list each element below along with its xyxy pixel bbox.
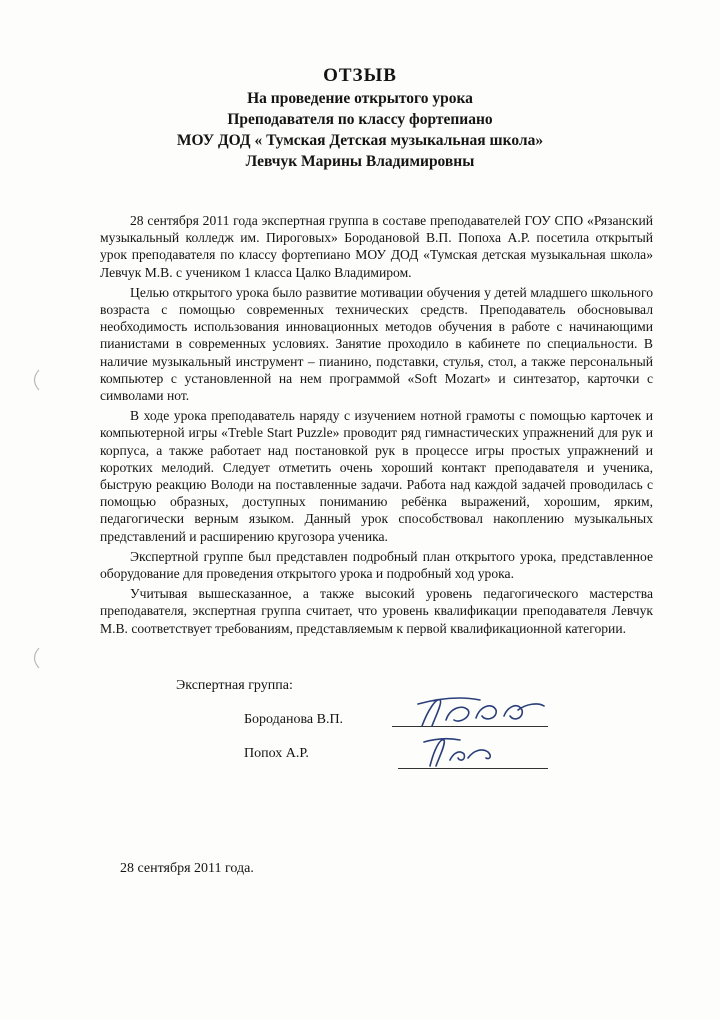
subtitle-line: Левчук Марины Владимировны [245, 153, 475, 170]
paragraph: Учитывая вышесказанное, а также высокий уровень педагогического мастерства преподавателя, экспертная группа считает, что уровень квалификации преподавателя Левчук М.В. соответствует требованиям, представляемым к первой квалификационной категории. [100, 586, 653, 636]
document-body [100, 212, 653, 640]
paragraph: Целью открытого урока было развитие мотивации обучения у детей младшего школьного возраста с помощью современных технических средств. Преподаватель обосновывал необходимость использования инновационных методов обучения в работе с начинающими пианистами в современных условиях. Занятие проходило в кабинете по специальности. В наличие музыкальный инструмент – пианино, подставки, стулья, стол, а также персональный компьютер с установленной на нем программой «Soft Mozart» и синтезатор, карточки с символами нот. [100, 284, 653, 404]
document-title: ОТЗЫВ [323, 65, 397, 86]
expert-name-1: Бороданова В.П. [244, 712, 344, 727]
paragraph: 28 сентября 2011 года экспертная группа в составе преподавателей ГОУ СПО «Рязанский музыкальный колледж им. Пироговых» Бородановой В.П. Попоха А.Р. посетила открытый урок преподавателя по классу фортепиано МОУ ДОД «Тумская детская музыкальная школа» Левчук М.В. с учеником 1 класса Цалко Владимиром. [100, 213, 653, 280]
paragraph: В ходе урока преподаватель наряду с изучением нотной грамоты с помощью карточек и компьютерной игры «Treble Start Puzzle» проводит ряд гимнастических упражнений для рук и корпуса, а также работает над постановкой рук в процессе игры простых упражнений и коротких мелодий. Следует отметить очень хороший контакт преподавателя и ученика, быструю реакцию Володи на поставленные задачи. Работа над каждой задачей проводилась с помощью образных, доступных пониманию ребёнка выражений, хорошим, ярким, педагогически верным языком. Данный урок способствовал накоплению музыкальных представлений и расширению кругозора ученика. [100, 408, 653, 544]
subtitle-line: МОУ ДОД « Тумская Детская музыкальная школа» [176, 132, 544, 149]
signature-borodanova [410, 690, 550, 734]
punch-hole-mark-bottom [28, 646, 42, 670]
document-heading [0, 64, 720, 172]
subtitle-line: На проведение открытого урока [247, 90, 473, 107]
paragraph: Экспертной группе был представлен подробный план открытого урока, представленное оборудование для проведения открытого урока и подробный ход урока. [100, 548, 653, 582]
subtitle-line: Преподавателя по классу фортепиано [227, 111, 493, 128]
document-date: 28 сентября 2011 года. [120, 861, 254, 876]
expert-name-2: Попох А.Р. [244, 746, 309, 761]
expert-group-label: Экспертная группа: [176, 678, 293, 693]
signature-popokh [420, 730, 520, 772]
punch-hole-mark-top [28, 368, 42, 392]
